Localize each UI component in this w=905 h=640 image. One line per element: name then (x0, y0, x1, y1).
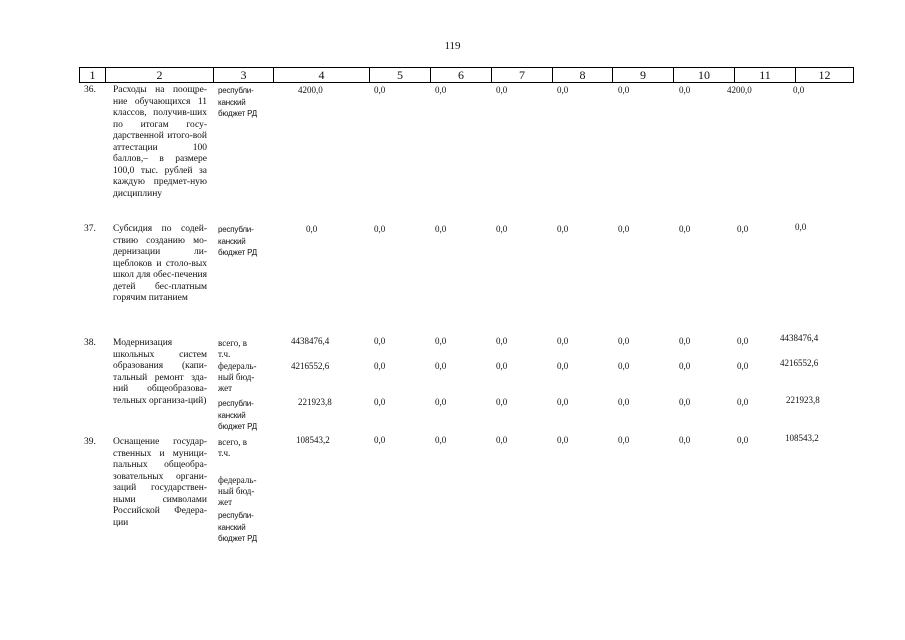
row-38-republic-col11: 0,0 (737, 397, 749, 407)
row-38-republic-col9: 0,0 (618, 397, 630, 407)
row-39-col9: 0,0 (618, 435, 630, 445)
header-col-2: 2 (106, 68, 214, 83)
row-36-source: республи- канский бюджет РД (218, 86, 257, 118)
row-36-description: Расходы на поощре-ние обучающихся 11 классов, получив-ших по итогам госу-дарственной итого-вой аттестации 100 баллов,– в размере 100,0 тыс. рублей за каждую предмет-ную дисциплину (113, 85, 207, 199)
row-38-total-col9: 0,0 (618, 336, 630, 346)
row-39-col6: 0,0 (435, 435, 447, 445)
row-36-col11: 4200,0 (727, 85, 752, 95)
header-col-7: 7 (492, 68, 553, 83)
row-36-col10: 0,0 (679, 85, 691, 95)
row-39-col12: 108543,2 (785, 433, 819, 443)
header-col-5: 5 (370, 68, 431, 83)
row-38-republic-col12: 221923,8 (786, 395, 820, 405)
row-37-col4: 0,0 (306, 224, 318, 234)
row-37-description: Субсидия по содей-ствию созданию мо-дернизации ли-щеблоков и столо-вых школ для обес-печения детей бес-платным горячим питанием (113, 224, 207, 303)
row-37-number: 37. (84, 224, 96, 234)
row-39-col7: 0,0 (496, 435, 508, 445)
row-37-col7: 0,0 (496, 224, 508, 234)
row-38-republic-col5: 0,0 (374, 397, 386, 407)
table-header (79, 67, 854, 83)
row-39-col10: 0,0 (679, 435, 691, 445)
row-36-col7: 0,0 (496, 85, 508, 95)
row-38-number: 38. (84, 338, 96, 348)
row-37-col10: 0,0 (679, 224, 691, 234)
row-37-col11: 0,0 (737, 224, 749, 234)
row-39-number: 39. (84, 437, 96, 447)
row-39-source-total: всего, в т.ч. (218, 437, 248, 458)
row-38-republic-col8: 0,0 (557, 397, 569, 407)
row-38-total-col5: 0,0 (374, 336, 386, 346)
row-38-total-col12: 4438476,4 (780, 333, 819, 343)
row-39-col5: 0,0 (374, 435, 386, 445)
row-38-total-col11: 0,0 (737, 336, 749, 346)
row-36-col4: 4200,0 (298, 85, 323, 95)
row-39-description: Оснащение государ-ственных и муници-пальных общеобра-зовательных органи-заций государствен-ными символами Российской Федера-ции (113, 437, 207, 528)
row-38-federal-col7: 0,0 (496, 361, 508, 371)
row-38-description: Модернизация школьных систем образования (капи-тальный ремонт зда-ний общеобразова-тельных организа-ций) (113, 338, 207, 406)
row-37-source: республи- канский бюджет РД (218, 225, 257, 257)
row-38-source-total: всего, в т.ч. (218, 338, 248, 359)
row-38-federal-col12: 4216552,6 (780, 358, 819, 368)
header-col-1: 1 (80, 68, 106, 83)
row-38-total-col7: 0,0 (496, 336, 508, 346)
row-38-republic-col6: 0,0 (435, 397, 447, 407)
row-38-source-federal: федераль- ный бюд- жет (218, 361, 257, 393)
header-col-4: 4 (274, 68, 370, 83)
row-37-col8: 0,0 (557, 224, 569, 234)
page-number: 119 (444, 40, 461, 52)
header-col-11: 11 (735, 68, 796, 83)
row-38-republic-col4: 221923,8 (298, 397, 332, 407)
row-38-total-col10: 0,0 (679, 336, 691, 346)
row-38-federal-col9: 0,0 (618, 361, 630, 371)
row-39-col4: 108543,2 (296, 435, 330, 445)
row-37-col9: 0,0 (618, 224, 630, 234)
row-38-federal-col11: 0,0 (737, 361, 749, 371)
row-39-source-republic: республи- канский бюджет РД (218, 511, 257, 543)
row-37-col12: 0,0 (795, 222, 807, 232)
header-col-9: 9 (613, 68, 674, 83)
header-col-8: 8 (553, 68, 613, 83)
row-38-total-col6: 0,0 (435, 336, 447, 346)
row-38-total-col8: 0,0 (557, 336, 569, 346)
row-37-col5: 0,0 (374, 224, 386, 234)
row-38-federal-col4: 4216552,6 (291, 361, 330, 371)
row-38-republic-col10: 0,0 (679, 397, 691, 407)
row-38-federal-col10: 0,0 (679, 361, 691, 371)
row-36-col9: 0,0 (618, 85, 630, 95)
row-36-number: 36. (84, 85, 96, 95)
row-39-source-federal: федераль- ный бюд- жет (218, 475, 257, 507)
row-38-source-republic: республи- канский бюджет РД (218, 399, 257, 431)
row-38-federal-col8: 0,0 (557, 361, 569, 371)
row-39-col11: 0,0 (737, 435, 749, 445)
row-38-federal-col6: 0,0 (435, 361, 447, 371)
header-col-10: 10 (674, 68, 735, 83)
header-col-12: 12 (796, 68, 854, 83)
row-36-col5: 0,0 (374, 85, 386, 95)
row-38-federal-col5: 0,0 (374, 361, 386, 371)
row-37-col6: 0,0 (435, 224, 447, 234)
row-38-total-col4: 4438476,4 (291, 336, 330, 346)
header-col-3: 3 (214, 68, 274, 83)
row-36-col8: 0,0 (557, 85, 569, 95)
row-38-republic-col7: 0,0 (496, 397, 508, 407)
row-36-col6: 0,0 (435, 85, 447, 95)
header-col-6: 6 (431, 68, 492, 83)
row-36-col12: 0,0 (793, 85, 805, 95)
row-39-col8: 0,0 (557, 435, 569, 445)
